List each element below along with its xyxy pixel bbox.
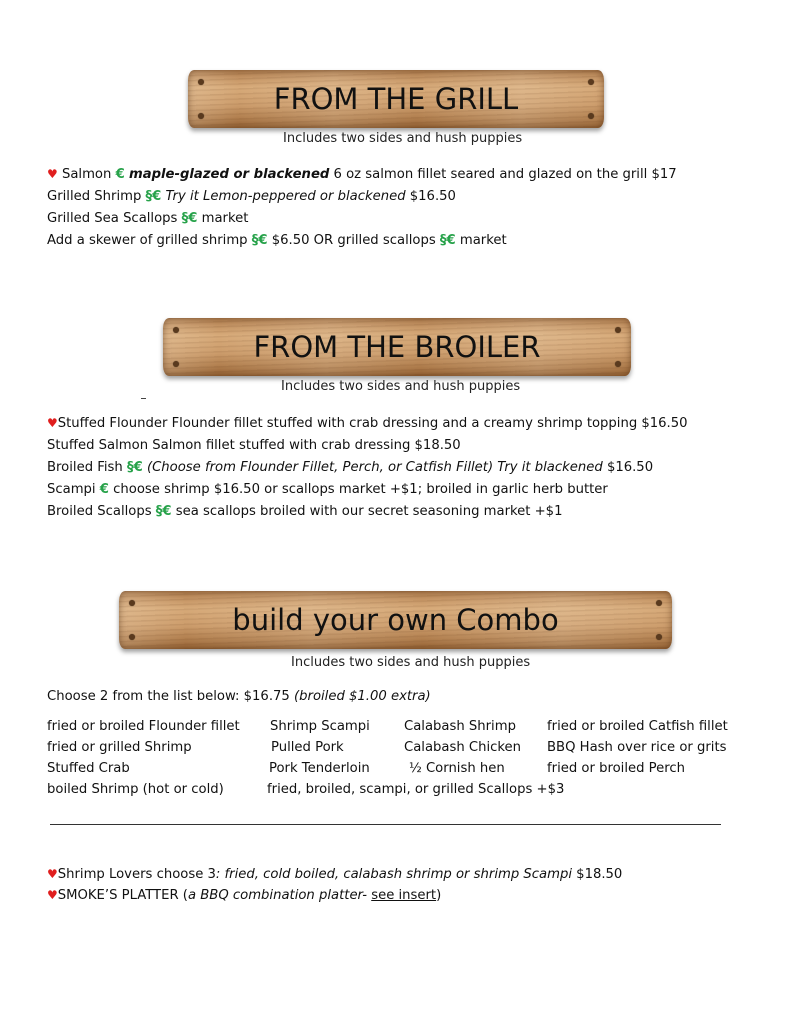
item-price: $17 [651, 167, 677, 182]
item-name: Stuffed Flounder [57, 416, 168, 431]
heart-icon: ♥ [47, 867, 58, 881]
item-description: $6.50 OR grilled scallops [267, 233, 440, 248]
menu-item-salmon [47, 167, 677, 182]
combo-option: fried or broiled Catfish fillet [547, 719, 728, 734]
combo-upcharge: +$3 [536, 782, 565, 797]
combo-option: Shrimp Scampi [270, 719, 370, 734]
special-smokes-platter [47, 888, 441, 903]
item-style: Try it Lemon-peppered or blackened [165, 189, 406, 204]
combo-instructions [47, 689, 431, 704]
item-name: SMOKE’S PLATTER [57, 888, 179, 903]
menu-item-grilled-shrimp [47, 189, 456, 204]
combo-option: boiled Shrimp (hot or cold) [47, 782, 224, 797]
see-insert-link[interactable]: see insert [371, 888, 437, 903]
item-description: sea scallops broiled with our secret seasoning [171, 504, 484, 519]
dietary-symbol: §€ [155, 504, 172, 519]
heart-icon: ♥ [47, 888, 58, 902]
divider [50, 824, 721, 825]
heart-icon: ♥ [47, 416, 58, 430]
combo-note: (broiled $1.00 extra) [294, 689, 431, 704]
item-name: Add a skewer of grilled shrimp [47, 233, 252, 248]
open-paren: ( [178, 888, 188, 903]
combo-price: $16.75 [243, 689, 290, 704]
combo-option-scallops: fried, broiled, scampi, or grilled Scallops [267, 782, 537, 797]
broiler-title: FROM THE BROILER [253, 330, 541, 364]
item-price: market [201, 211, 249, 226]
item-name: Grilled Sea Scallops [47, 211, 182, 226]
grill-sign [188, 70, 604, 128]
dietary-symbol: §€ [145, 189, 162, 204]
item-price: $16.50 [606, 460, 654, 475]
item-price: $16.50 [409, 189, 456, 204]
dietary-symbol: € [99, 482, 109, 497]
item-description: choose shrimp [108, 482, 214, 497]
item-description: ; broiled in garlic herb butter [417, 482, 608, 497]
combo-title: build your own Combo [232, 603, 559, 637]
broiler-sign [163, 318, 631, 376]
special-shrimp-lovers [47, 867, 622, 882]
combo-option: Pulled Pork [271, 740, 344, 755]
item-price: $16.50 [213, 482, 260, 497]
combo-option: Calabash Shrimp [404, 719, 516, 734]
item-name: Salmon [61, 167, 112, 182]
item-style: maple-glazed or blackened [128, 167, 330, 182]
dietary-symbol: §€ [439, 233, 456, 248]
menu-item-add-skewer [47, 233, 507, 248]
menu-item-stuffed-salmon [47, 438, 461, 453]
item-price: $18.50 [414, 438, 461, 453]
grill-title: FROM THE GRILL [273, 82, 519, 116]
menu-item-grilled-sea-scallops [47, 211, 248, 226]
menu-item-stuffed-flounder [47, 416, 688, 431]
item-price: market +$1 [338, 482, 418, 497]
item-price: market +$1 [483, 504, 563, 519]
item-name: Broiled Fish [47, 460, 127, 475]
dietary-symbol: §€ [126, 460, 143, 475]
item-style: (Choose from Flounder Fillet, Perch, or Catfish Fillet) Try it blackened [146, 460, 603, 475]
choose-label: Choose 2 from the list below: [47, 689, 244, 704]
item-description: choose 3 [152, 867, 216, 882]
combo-option: ½ Cornish hen [409, 761, 505, 776]
item-description: Flounder fillet stuffed with crab dressing and a creamy shrimp topping [167, 416, 642, 431]
stray-mark [141, 398, 146, 399]
dietary-symbol: §€ [181, 211, 198, 226]
item-description: or scallops [259, 482, 339, 497]
item-price: market [455, 233, 507, 248]
item-style: a BBQ combination platter- [187, 888, 372, 903]
item-description: Salmon fillet stuffed with crab dressing [148, 438, 415, 453]
item-name: Scampi [47, 482, 100, 497]
item-description: 6 oz salmon fillet seared and glazed on the grill [329, 167, 652, 182]
combo-sign [119, 591, 672, 649]
menu-item-broiled-fish [47, 460, 653, 475]
dietary-symbol: §€ [251, 233, 268, 248]
item-name: Shrimp Lovers [57, 867, 153, 882]
grill-subtitle: Includes two sides and hush puppies [283, 131, 523, 146]
combo-option: fried or broiled Perch [547, 761, 685, 776]
combo-option: BBQ Hash over rice or grits [547, 740, 727, 755]
item-name: Broiled Scallops [47, 504, 156, 519]
heart-icon: ♥ [47, 167, 58, 181]
item-name: Stuffed Salmon [47, 438, 149, 453]
combo-option: fried or broiled Flounder fillet [47, 719, 240, 734]
broiler-subtitle: Includes two sides and hush puppies [281, 379, 521, 394]
item-style: : fried, cold boiled, calabash shrimp or shrimp Scampi [215, 867, 572, 882]
combo-option: Pork Tenderloin [269, 761, 370, 776]
menu-item-scampi [47, 482, 608, 497]
item-name: Grilled Shrimp [47, 189, 146, 204]
menu-item-broiled-scallops [47, 504, 562, 519]
close-paren: ) [436, 888, 442, 903]
combo-option: fried or grilled Shrimp [47, 740, 192, 755]
combo-option [267, 782, 564, 797]
combo-subtitle: Includes two sides and hush puppies [291, 655, 531, 670]
dietary-symbol: € [115, 167, 125, 182]
combo-option: Calabash Chicken [404, 740, 522, 755]
item-price: $16.50 [641, 416, 688, 431]
item-price: $18.50 [571, 867, 623, 882]
combo-option: Stuffed Crab [47, 761, 130, 776]
